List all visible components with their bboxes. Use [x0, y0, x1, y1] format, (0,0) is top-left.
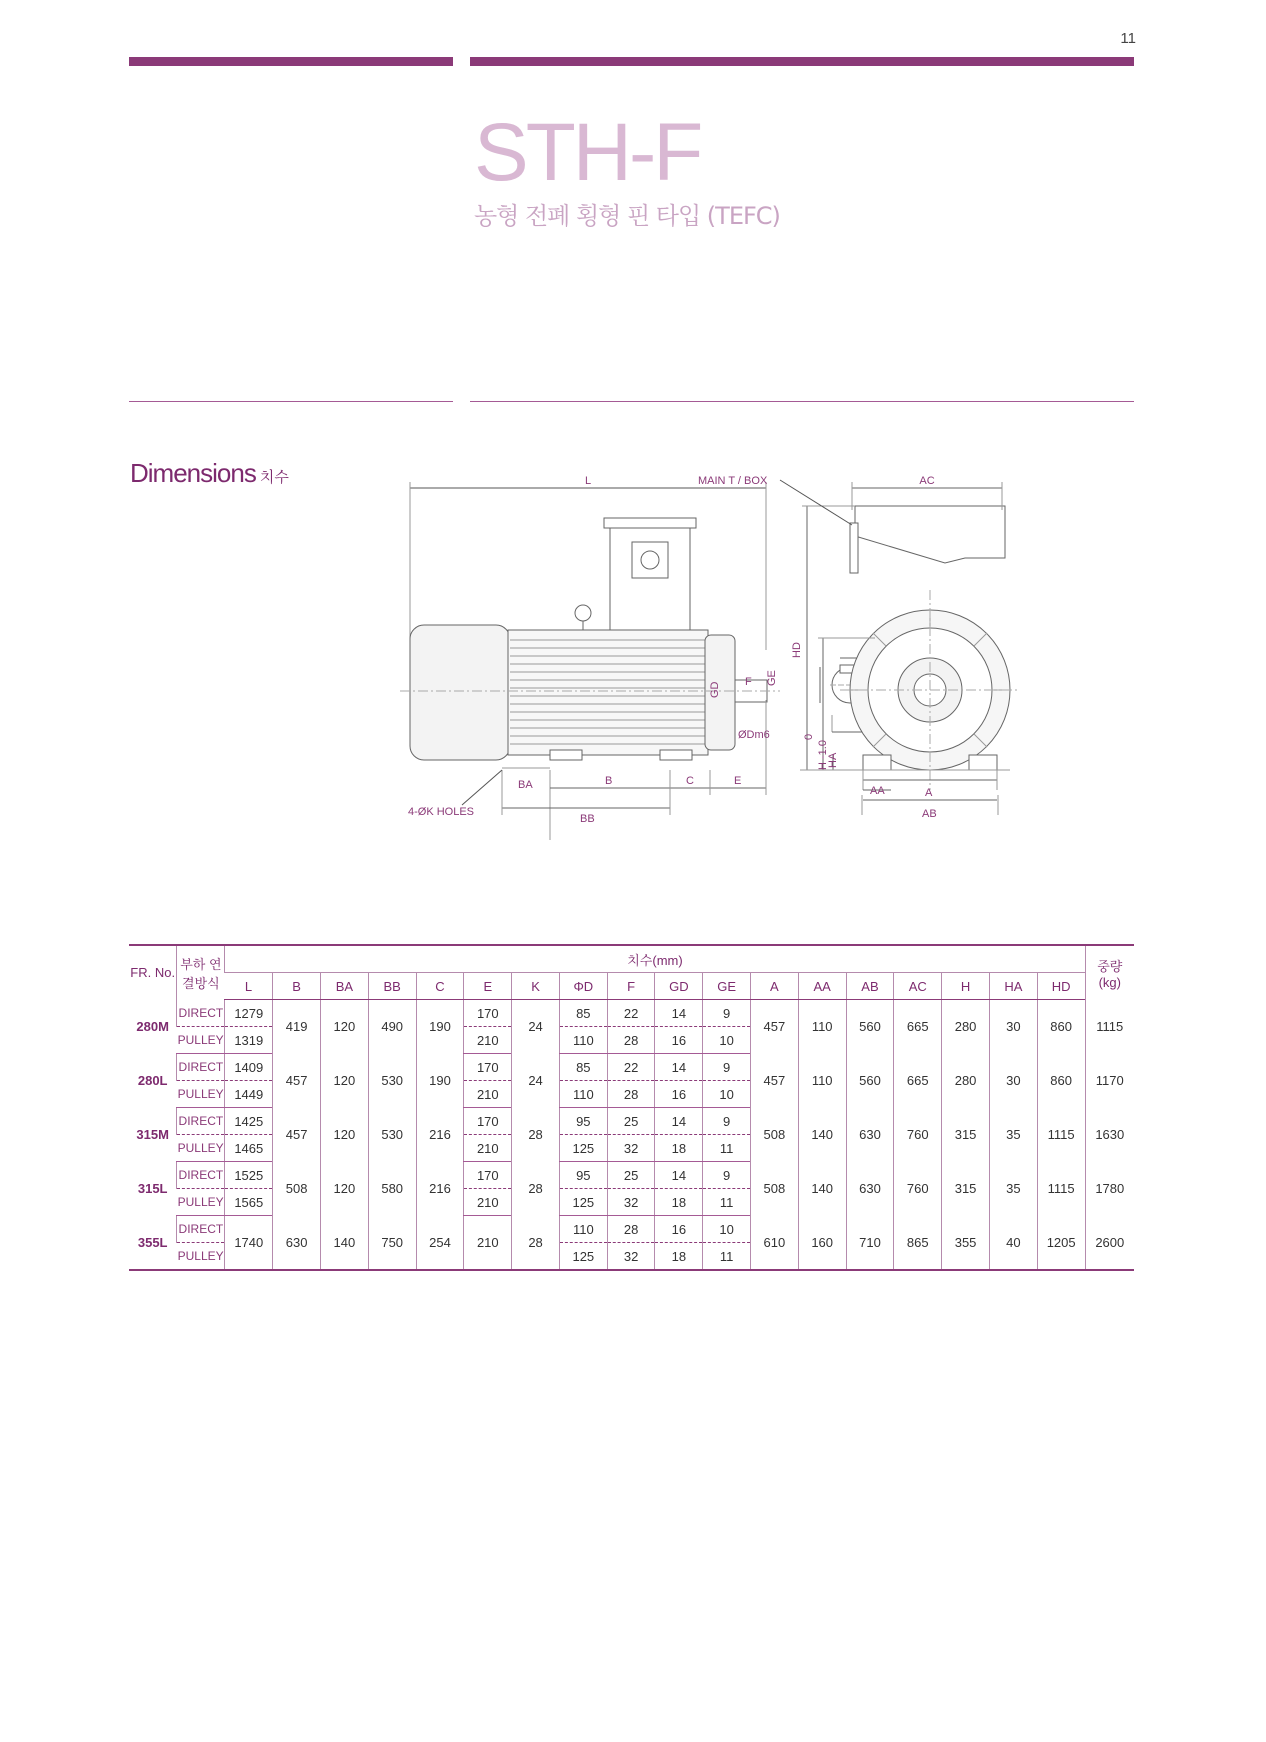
header-HD: HD — [1037, 973, 1085, 1000]
cell-GE: 10 — [703, 1216, 751, 1243]
cell-A: 457 — [750, 1054, 798, 1108]
frame-no: 315L — [137, 1181, 168, 1196]
cell-B: 630 — [273, 1216, 321, 1271]
cell-H: 315 — [942, 1162, 990, 1216]
cell-B: 457 — [273, 1108, 321, 1162]
cell-F: 28 — [607, 1216, 655, 1243]
cell-L: 1319 — [225, 1027, 273, 1054]
header-AB: AB — [846, 973, 894, 1000]
cell-GD: 18 — [655, 1135, 703, 1162]
header-BA: BA — [321, 973, 369, 1000]
label-A: A — [925, 787, 933, 799]
cell-HA: 30 — [989, 1000, 1037, 1054]
cell-D: 110 — [559, 1081, 607, 1108]
cell-E: 210 — [464, 1189, 512, 1216]
divider-right — [470, 401, 1134, 402]
conn-direct: DIRECT — [177, 1054, 225, 1081]
cell-weight: 1630 — [1085, 1108, 1134, 1162]
cell-HA: 35 — [989, 1162, 1037, 1216]
cell-AC: 665 — [894, 1054, 942, 1108]
cell-AA: 110 — [798, 1054, 846, 1108]
header-bar-left — [129, 57, 453, 66]
cell-GD: 14 — [655, 1108, 703, 1135]
table-row — [129, 1000, 1134, 1027]
cell-E: 170 — [464, 1054, 512, 1081]
cell-GE: 11 — [703, 1189, 751, 1216]
label-main-box: MAIN T / BOX — [698, 475, 768, 487]
header-A: A — [750, 973, 798, 1000]
header-BB: BB — [368, 973, 416, 1000]
header-HA: HA — [989, 973, 1037, 1000]
cell-E: 210 — [464, 1216, 512, 1271]
cell-BA: 120 — [321, 1162, 369, 1216]
cell-A: 508 — [750, 1162, 798, 1216]
cell-F: 28 — [607, 1081, 655, 1108]
cell-K: 28 — [512, 1216, 560, 1271]
table-row — [129, 1108, 1134, 1135]
cell-F: 32 — [607, 1243, 655, 1271]
cell-weight: 1780 — [1085, 1162, 1134, 1216]
divider-left — [129, 401, 453, 402]
dimension-table — [129, 944, 1134, 1271]
conn-pulley: PULLEY — [177, 1135, 225, 1162]
cell-F: 25 — [607, 1162, 655, 1189]
label-F: F — [745, 676, 752, 688]
cell-H: 280 — [942, 1054, 990, 1108]
cell-C: 254 — [416, 1216, 464, 1271]
cell-GD: 18 — [655, 1243, 703, 1271]
frame-no: 280L — [137, 1073, 168, 1088]
cell-AB: 630 — [846, 1162, 894, 1216]
product-title: STH-F — [474, 107, 701, 198]
cell-K: 28 — [512, 1162, 560, 1216]
cell-HD: 1115 — [1037, 1108, 1085, 1162]
cell-E: 210 — [464, 1027, 512, 1054]
label-holes: 4-ØK HOLES — [408, 806, 475, 818]
cell-D: 85 — [559, 1000, 607, 1027]
header-fr: FR. No. — [130, 965, 176, 981]
cell-D: 95 — [559, 1108, 607, 1135]
cell-K: 28 — [512, 1108, 560, 1162]
cell-AB: 630 — [846, 1108, 894, 1162]
cell-BA: 140 — [321, 1216, 369, 1271]
cell-D: 95 — [559, 1162, 607, 1189]
cell-E: 170 — [464, 1162, 512, 1189]
label-BB: BB — [580, 813, 595, 825]
conn-direct: DIRECT — [177, 1108, 225, 1135]
cell-K: 24 — [512, 1054, 560, 1108]
cell-AC: 760 — [894, 1108, 942, 1162]
table-row — [129, 1162, 1134, 1189]
cell-GE: 9 — [703, 1000, 751, 1027]
label-AC: AC — [919, 475, 935, 487]
label-C: C — [686, 775, 694, 787]
cell-GD: 14 — [655, 1000, 703, 1027]
cell-BB: 750 — [368, 1216, 416, 1271]
cell-D: 85 — [559, 1054, 607, 1081]
cell-HD: 860 — [1037, 1000, 1085, 1054]
cell-H: 280 — [942, 1000, 990, 1054]
cell-D: 125 — [559, 1189, 607, 1216]
label-L: L — [584, 475, 592, 487]
header-dims: 치수(mm) — [225, 945, 1085, 973]
header-E: E — [464, 973, 512, 1000]
cell-BB: 530 — [368, 1108, 416, 1162]
cell-H: 315 — [942, 1108, 990, 1162]
cell-BB: 490 — [368, 1000, 416, 1054]
cell-HA: 35 — [989, 1108, 1037, 1162]
table-row — [129, 1054, 1134, 1081]
cell-AB: 710 — [846, 1216, 894, 1271]
cell-AA: 140 — [798, 1108, 846, 1162]
label-HA: HA — [827, 752, 839, 768]
header-B: B — [273, 973, 321, 1000]
conn-pulley: PULLEY — [177, 1249, 224, 1263]
cell-GD: 14 — [655, 1162, 703, 1189]
cell-B: 419 — [273, 1000, 321, 1054]
cell-AA: 110 — [798, 1000, 846, 1054]
cell-F: 32 — [607, 1189, 655, 1216]
cell-H: 355 — [942, 1216, 990, 1271]
product-subtitle: 농형 전폐 횡형 핀 타입 (TEFC) — [474, 202, 780, 230]
cell-C: 190 — [416, 1000, 464, 1054]
cell-AA: 160 — [798, 1216, 846, 1271]
cell-E: 170 — [464, 1108, 512, 1135]
label-GD: GD — [709, 681, 721, 698]
frame-no: 355L — [137, 1234, 168, 1250]
cell-GD: 16 — [655, 1027, 703, 1054]
cell-GD: 18 — [655, 1189, 703, 1216]
conn-direct: DIRECT — [177, 1162, 225, 1189]
cell-A: 508 — [750, 1108, 798, 1162]
cell-weight: 1115 — [1085, 1000, 1134, 1054]
label-HD: HD — [791, 642, 803, 658]
cell-D: 125 — [559, 1243, 607, 1271]
cell-C: 216 — [416, 1162, 464, 1216]
cell-HD: 860 — [1037, 1054, 1085, 1108]
cell-D: 110 — [559, 1216, 607, 1243]
header-GE: GE — [703, 973, 751, 1000]
conn-direct: DIRECT — [177, 1000, 225, 1027]
cell-C: 216 — [416, 1108, 464, 1162]
cell-L: 1449 — [225, 1081, 273, 1108]
cell-weight: 2600 — [1085, 1216, 1134, 1271]
label-Dm6: ØDm6 — [738, 729, 770, 741]
cell-F: 22 — [607, 1054, 655, 1081]
header-weight: 중량 (kg) — [1085, 945, 1134, 1000]
cell-BA: 120 — [321, 1108, 369, 1162]
header-AA: AA — [798, 973, 846, 1000]
cell-L: 1525 — [225, 1162, 273, 1189]
cell-A: 457 — [750, 1000, 798, 1054]
cell-E: 170 — [464, 1000, 512, 1027]
label-H-sup: 0 — [803, 733, 815, 740]
cell-BA: 120 — [321, 1000, 369, 1054]
cell-BB: 530 — [368, 1054, 416, 1108]
cell-F: 25 — [607, 1108, 655, 1135]
cell-D: 110 — [559, 1027, 607, 1054]
header-C: C — [416, 973, 464, 1000]
cell-HA: 30 — [989, 1054, 1037, 1108]
cell-BA: 120 — [321, 1054, 369, 1108]
cell-GD: 16 — [655, 1216, 703, 1243]
header-GD: GD — [655, 973, 703, 1000]
cell-GD: 16 — [655, 1081, 703, 1108]
header-K: K — [512, 973, 560, 1000]
cell-HD: 1115 — [1037, 1162, 1085, 1216]
cell-AB: 560 — [846, 1000, 894, 1054]
cell-AC: 760 — [894, 1162, 942, 1216]
label-B: B — [605, 775, 613, 787]
cell-L: 1740 — [225, 1216, 273, 1271]
label-GE: GE — [766, 670, 778, 686]
dimensions-heading-ko: 치수 — [259, 468, 289, 486]
cell-AA: 140 — [798, 1162, 846, 1216]
cell-K: 24 — [512, 1000, 560, 1054]
cell-L: 1465 — [225, 1135, 273, 1162]
header-H: H — [942, 973, 990, 1000]
conn-pulley: PULLEY — [177, 1027, 225, 1054]
cell-GE: 10 — [703, 1081, 751, 1108]
cell-B: 457 — [273, 1054, 321, 1108]
conn-pulley: PULLEY — [177, 1081, 225, 1108]
cell-F: 32 — [607, 1135, 655, 1162]
header-bar-right — [470, 57, 1134, 66]
cell-GE: 9 — [703, 1108, 751, 1135]
cell-E: 210 — [464, 1135, 512, 1162]
label-AB: AB — [922, 808, 937, 820]
header-L: L — [225, 973, 273, 1000]
label-BA: BA — [518, 779, 533, 791]
cell-AC: 865 — [894, 1216, 942, 1271]
cell-GE: 11 — [703, 1243, 751, 1271]
motor-dimension-drawing — [400, 470, 1140, 840]
conn-direct: DIRECT — [177, 1216, 225, 1243]
cell-GD: 14 — [655, 1054, 703, 1081]
header-D: ΦD — [559, 973, 607, 1000]
cell-L: 1409 — [225, 1054, 273, 1081]
frame-no: 280M — [136, 1019, 169, 1034]
label-AA: AA — [870, 785, 885, 797]
cell-A: 610 — [750, 1216, 798, 1271]
cell-L: 1279 — [225, 1000, 273, 1027]
cell-HA: 40 — [989, 1216, 1037, 1271]
frame-no: 315M — [136, 1127, 169, 1142]
cell-L: 1425 — [225, 1108, 273, 1135]
cell-L: 1565 — [225, 1189, 273, 1216]
header-conn: 부하 연결방식 — [177, 945, 225, 1000]
cell-AB: 560 — [846, 1054, 894, 1108]
cell-D: 125 — [559, 1135, 607, 1162]
cell-GE: 9 — [703, 1162, 751, 1189]
cell-HD: 1205 — [1037, 1216, 1085, 1271]
cell-B: 508 — [273, 1162, 321, 1216]
dimensions-heading-en: Dimensions — [130, 458, 256, 488]
header-F: F — [607, 973, 655, 1000]
header-AC: AC — [894, 973, 942, 1000]
cell-AC: 665 — [894, 1000, 942, 1054]
cell-F: 28 — [607, 1027, 655, 1054]
cell-weight: 1170 — [1085, 1054, 1134, 1108]
cell-BB: 580 — [368, 1162, 416, 1216]
cell-C: 190 — [416, 1054, 464, 1108]
label-E: E — [734, 775, 742, 787]
cell-GE: 9 — [703, 1054, 751, 1081]
page-number: 11 — [1120, 30, 1136, 47]
table-row — [129, 1216, 1134, 1243]
cell-E: 210 — [464, 1081, 512, 1108]
cell-GE: 10 — [703, 1027, 751, 1054]
cell-F: 22 — [607, 1000, 655, 1027]
conn-pulley: PULLEY — [177, 1189, 225, 1216]
label-H: H -1.0 — [817, 740, 829, 770]
dimensions-heading — [130, 458, 289, 489]
cell-GE: 11 — [703, 1135, 751, 1162]
